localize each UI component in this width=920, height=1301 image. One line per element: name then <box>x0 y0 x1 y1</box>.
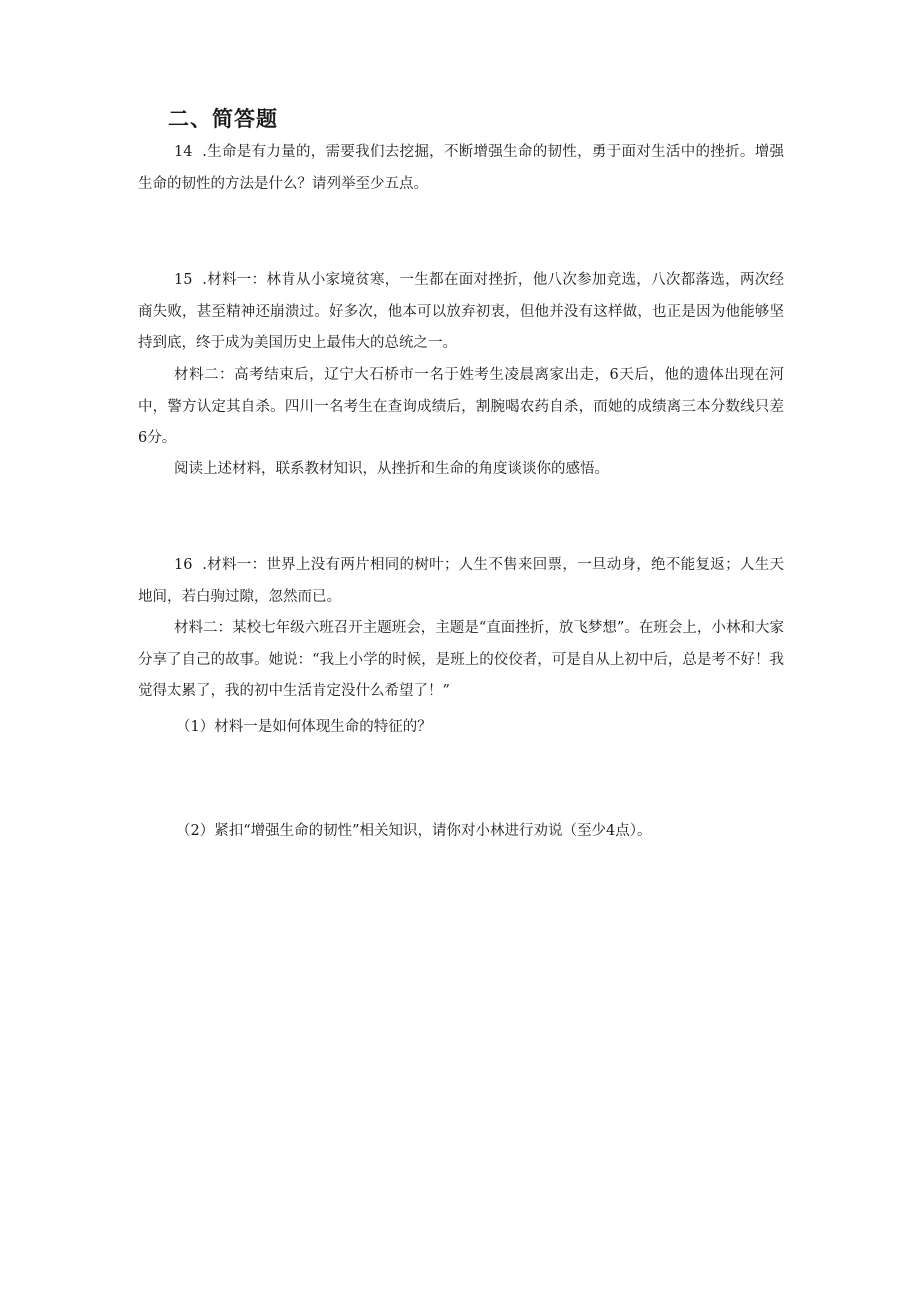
section-title: 二、简答题 <box>168 107 278 131</box>
question-14: 14 .生命是有力量的，需要我们去挖掘，不断增强生命的韧性，勇于面对生活中的挫折。增强生命的韧性的方法是什么？请列举至少五点。 <box>138 144 784 192</box>
question-15-prompt: 阅读上述材料，联系教材知识，从挫折和生命的角度谈谈你的感悟。 <box>174 461 609 477</box>
question-16-sub-2: （2）紧扣“增强生命的韧性”相关知识，请你对小林进行劝说（至少4点）。 <box>176 823 652 839</box>
question-16-material-2: 材料二：某校七年级六班召开主题班会，主题是“直面挫折，放飞梦想”。在班会上，小林和大家分享了自己的故事。她说：“我上小学的时候，是班上的佼佼者，可是自从上初中后，总是考不好！我觉得太累了，我的初中生活肯定没什么希望了！” <box>138 620 784 699</box>
question-15-material-1: 15 .材料一：林肯从小家境贫寒，一生都在面对挫折，他八次参加竞选，八次都落选，两次经商失败，甚至精神还崩溃过。好多次，他本可以放弃初衷，但他并没有这样做，也正是因为他能够坚持到底，终于成为美国历史上最伟大的总统之一。 <box>138 272 784 351</box>
question-15-material-2: 材料二：高考结束后，辽宁大石桥市一名于姓考生凌晨离家出走，6天后，他的遗体出现在河中，警方认定其自杀。四川一名考生在查询成绩后，割腕喝农药自杀，而她的成绩离三本分数线只差6分。 <box>138 367 784 446</box>
question-16-sub-1: （1）材料一是如何体现生命的特征的？ <box>176 719 432 735</box>
question-16-material-1: 16 .材料一：世界上没有两片相同的树叶；人生不售来回票，一旦动身，绝不能复返；人生天地间，若白驹过隙，忽然而已。 <box>138 557 784 605</box>
